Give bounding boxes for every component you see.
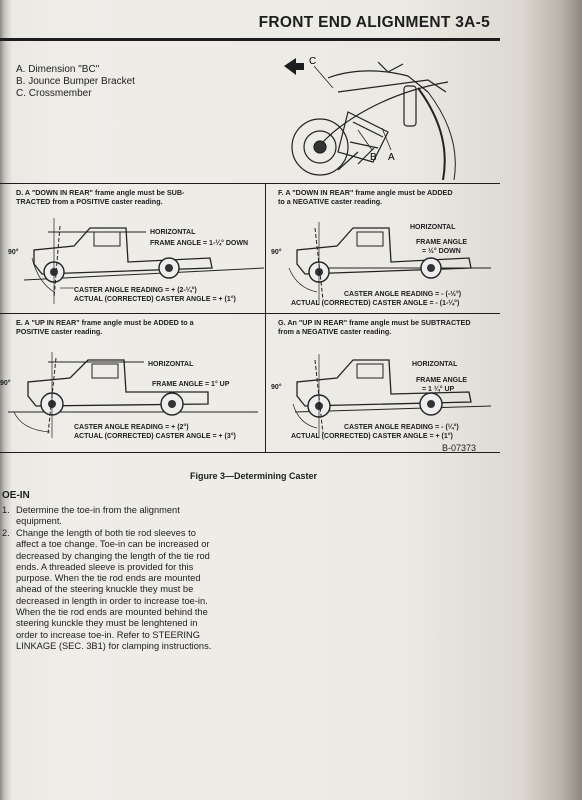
figure-legend [16,64,135,100]
panel-e-reading-label: CASTER ANGLE READING = + (2°) [74,424,189,431]
panel-e-horizontal-label: HORIZONTAL [148,361,194,368]
header-rule [0,38,500,41]
step-item [2,528,217,652]
grid-middle-rule [0,313,500,314]
panel-d-title [16,188,184,206]
panel-d-horizontal-label: HORIZONTAL [150,229,196,236]
figure-id: B-07373 [442,443,477,453]
step-number: 2. [2,528,10,538]
grid-divider [265,183,266,453]
legend-item-b: B. Jounce Bumper Bracket [16,76,135,87]
panel-g-frame-angle-label1: FRAME ANGLE [416,377,468,384]
panel-f-title-line1: F. A "DOWN IN REAR" frame angle must be ADDED [278,188,453,197]
panel-d-title-line2: TRACTED from a POSITIVE caster reading. [16,197,163,206]
panel-g-title-line1: G. An "UP IN REAR" frame angle must be SUBTRACTED [278,318,471,327]
panel-f-actual-label: ACTUAL (CORRECTED) CASTER ANGLE = - (1-¼°) [291,300,460,307]
panel-d-actual-label: ACTUAL (CORRECTED) CASTER ANGLE = + (1°) [74,296,236,303]
panel-g-actual-label: ACTUAL (CORRECTED) CASTER ANGLE = + (1°) [291,433,453,440]
panel-g-title [278,318,471,336]
panel-e-frame-angle-label: FRAME ANGLE = 1° UP [152,381,230,388]
step-number: 1. [2,505,10,515]
figure-caption: Figure 3—Determining Caster [190,471,318,481]
suspension-illustration [278,52,500,180]
page-header-title: FRONT END ALIGNMENT 3A-5 [258,14,490,31]
panel-g-title-line2: from a NEGATIVE caster reading. [278,327,392,336]
panel-f-frame-angle-label2: = ½° DOWN [422,248,461,255]
panel-e-actual-label: ACTUAL (CORRECTED) CASTER ANGLE = + (3°) [74,433,236,440]
callout-c: C [309,56,317,67]
panel-g-reading-label: CASTER ANGLE READING = - (¼°) [344,424,459,431]
section-heading: OE-IN [2,490,30,501]
panel-e-title [16,318,194,336]
panel-g-horizontal-label: HORIZONTAL [412,361,458,368]
panel-d-frame-angle-label: FRAME ANGLE = 1-¼° DOWN [150,240,249,247]
panel-f-title-line2: to a NEGATIVE caster reading. [278,197,383,206]
step-text: Determine the toe-in from the alignment equipment. [16,505,180,527]
panel-e-title-line1: E. A "UP IN REAR" frame angle must be ADDED to a [16,318,194,327]
panel-d-reading-label: CASTER ANGLE READING = + (2-¼°) [74,287,197,294]
panel-e-title-line2: POSITIVE caster reading. [16,327,103,336]
panel-f-frame-angle-label1: FRAME ANGLE [416,239,468,246]
legend-item-a: A. Dimension "BC" [16,64,100,75]
panel-f-title [278,188,453,206]
callout-b: B [370,152,377,163]
panel-f-horizontal-label: HORIZONTAL [410,224,456,231]
step-item [2,505,217,528]
grid-top-rule [0,183,500,184]
panel-f-reading-label: CASTER ANGLE READING = - (-½°) [344,291,462,298]
panel-f-ninety-label: 90° [271,249,282,256]
panel-d-title-line1: D. A "DOWN IN REAR" frame angle must be SUB- [16,188,185,197]
legend-item-c: C. Crossmember [16,88,92,99]
panel-d-ninety-label: 90° [8,249,19,256]
panel-g-ninety-label: 90° [271,384,282,391]
step-text: Change the length of both tie rod sleeves to affect a toe change. Toe-in can be increased or decreased by changing the length of the tie rod ends. A threaded sleeve is provided for this purpose. When the tie rod ends are mounted ahead of the steering knuckle they must be decreased in length in order to increase toe-in. When the tie rod ends are mounted behind the steering kunckle they must be lenghtened in order to increase toe-in. Refer to STEERING LINKAGE (SEC. 3B1) for clamping instructions. [16,528,212,651]
grid-bottom-rule [0,452,500,453]
panel-g-frame-angle-label2: = 1 ¼° UP [422,386,455,393]
callout-a: A [388,152,395,163]
panel-e-ninety-label: 90° [0,380,11,387]
